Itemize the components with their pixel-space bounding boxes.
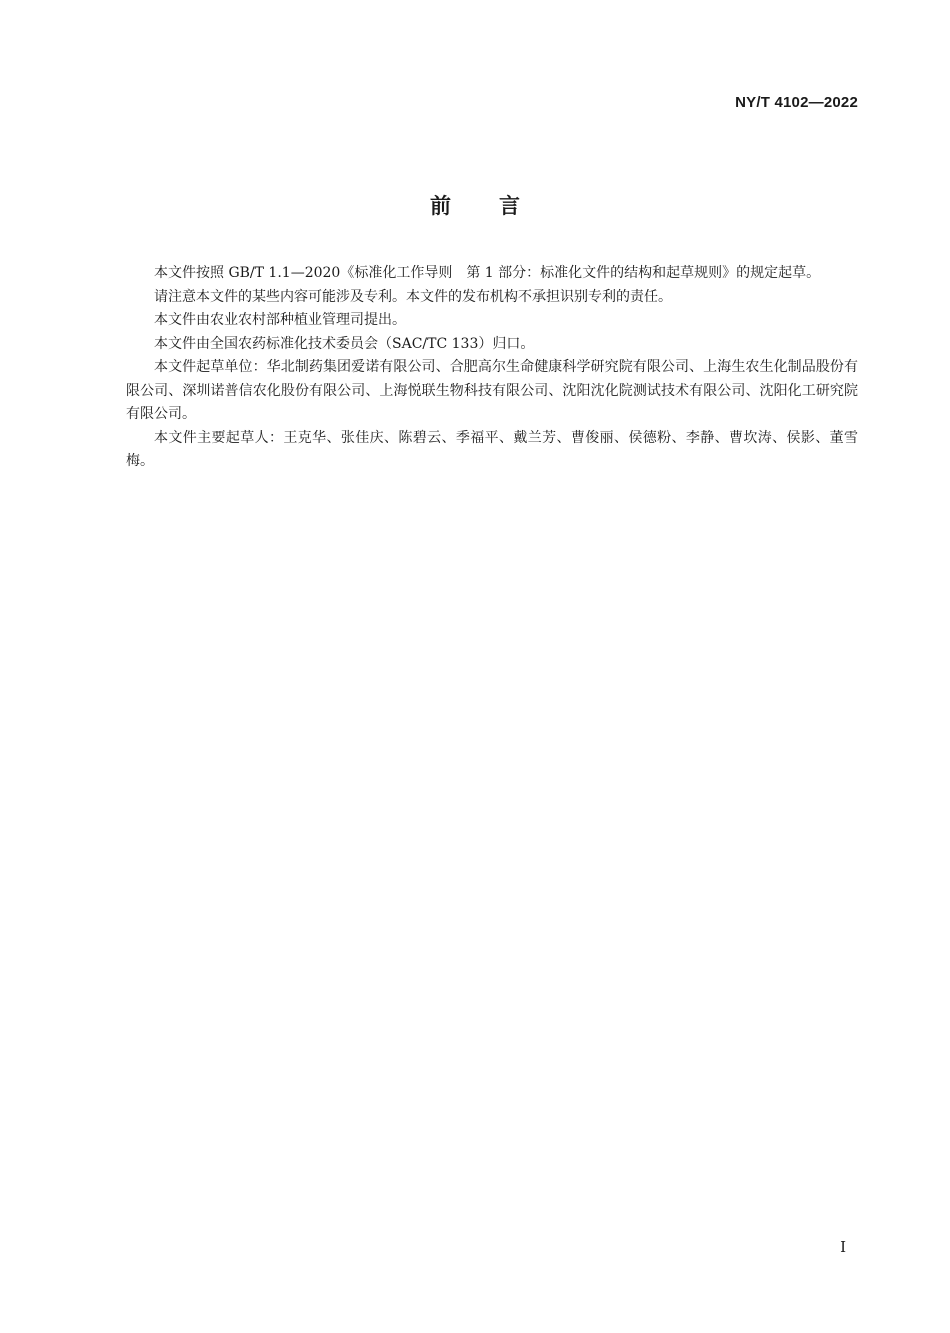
paragraph-proposer: 本文件由农业农村部种植业管理司提出。	[154, 312, 406, 328]
paragraph-drafting-rules: 本文件按照 GB/T 1.1—2020《标准化工作导则 第 1 部分：标准化文件的结构和起草规则》的规定起草。	[154, 265, 821, 281]
page-title: 前言	[430, 194, 568, 218]
paragraph-drafting-organizations: 本文件起草单位：华北制药集团爱诺有限公司、合肥高尔生命健康科学研究院有限公司、上海生农生化制品股份有限公司、深圳诺普信农化股份有限公司、上海悦联生物科技有限公司、沈阳沈化院测试技术有限公司、沈阳化工研究院有限公司。	[126, 359, 858, 422]
page-number: I	[840, 1238, 846, 1256]
standard-code: NY/T 4102—2022	[735, 94, 858, 111]
paragraph-main-drafters: 本文件主要起草人：王克华、张佳庆、陈碧云、季福平、戴兰芳、曹俊丽、侯德粉、李静、曹坎涛、侯影、董雪梅。	[126, 429, 858, 469]
paragraph-patent-notice: 请注意本文件的某些内容可能涉及专利。本文件的发布机构不承担识别专利的责任。	[154, 288, 672, 305]
paragraph-technical-committee: 本文件由全国农药标准化技术委员会（SAC/TC 133）归口。	[154, 335, 535, 352]
foreword-body	[126, 262, 858, 474]
